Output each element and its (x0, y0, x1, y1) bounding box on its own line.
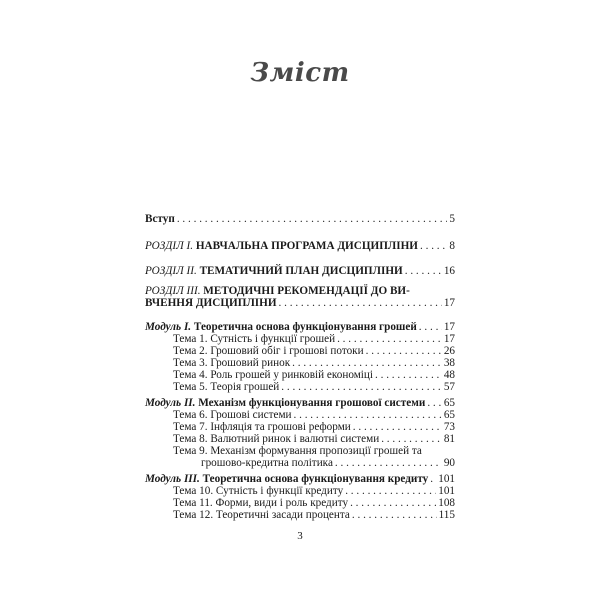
entry-label: Вступ (145, 213, 175, 225)
toc-entry-topic-9-line2 (173, 457, 455, 470)
section-title: НАВЧАЛЬНА ПРОГРАМА ДИСЦИПЛІНИ (195, 240, 419, 252)
toc-entry-section-1 (145, 240, 455, 253)
entry-page: 5 (449, 213, 455, 225)
entry-label: Тема 10. Сутність і функції кредиту (173, 485, 344, 497)
entry-label: Тема 1. Сутність і функції грошей (173, 333, 336, 345)
entry-page: 90 (443, 457, 455, 469)
page-number: 3 (297, 530, 303, 542)
entry-label: Тема 9. Механізм формування пропозиції грошей та (173, 445, 422, 457)
entry-page: 108 (438, 497, 455, 509)
toc-entry-intro (145, 213, 455, 226)
toc-entry-section-3-line2 (145, 297, 455, 310)
toc-entry-topic-12 (173, 509, 455, 522)
section-title: ТЕМАТИЧНИЙ ПЛАН ДИСЦИПЛІНИ (199, 265, 403, 277)
entry-label: Тема 6. Грошові системи (173, 409, 292, 421)
entry-page: 73 (443, 421, 455, 433)
section-prefix: РОЗДІЛ ІІ. (145, 265, 197, 277)
entry-label: Тема 7. Інфляція та грошові реформи (173, 421, 351, 433)
entry-page: 38 (443, 357, 455, 369)
module-title: Теоретична основа функціонування кредиту (202, 473, 429, 485)
module-title: Механізм функціонування грошової системи (198, 397, 426, 409)
entry-label: Тема 4. Роль грошей у ринковій економіці (173, 369, 374, 381)
page-title: Зміст (250, 58, 350, 88)
entry-page: 101 (438, 473, 455, 485)
entry-page: 16 (443, 265, 455, 277)
toc-entry-section-2 (145, 265, 455, 278)
entry-page: 17 (443, 297, 455, 309)
entry-page: 48 (443, 369, 455, 381)
entry-label: Тема 3. Грошовий ринок (173, 357, 291, 369)
leader-dots (279, 297, 442, 310)
section-prefix: РОЗДІЛ І. (145, 240, 194, 252)
entry-page: 17 (443, 321, 455, 333)
leader-dots (405, 265, 442, 278)
leader-dots (420, 240, 447, 253)
entry-page: 101 (438, 485, 455, 497)
entry-page: 65 (443, 409, 455, 421)
section-prefix: РОЗДІЛ ІІІ. (145, 285, 201, 297)
module-prefix: Модуль І. (145, 321, 192, 333)
entry-page: 115 (438, 509, 455, 521)
leader-dots (281, 381, 442, 394)
entry-label: Тема 12. Теоретичні засади процента (173, 509, 350, 521)
entry-label-continued: грошово-кредитна політика (201, 457, 333, 469)
entry-page: 8 (449, 240, 455, 252)
leader-dots (177, 213, 448, 226)
entry-label: Тема 2. Грошовий обіг і грошові потоки (173, 345, 364, 357)
leader-dots (352, 509, 437, 522)
entry-page: 81 (443, 433, 455, 445)
module-title: Теоретична основа функціонування грошей (193, 321, 417, 333)
entry-label: Тема 8. Валютний ринок і валютні системи (173, 433, 380, 445)
section-title-continued: ВЧЕННЯ ДИСЦИПЛІНИ (145, 297, 277, 309)
entry-page: 65 (443, 397, 455, 409)
module-prefix: Модуль ІІІ. (145, 473, 200, 485)
module-prefix: Модуль ІІ. (145, 397, 196, 409)
entry-page: 26 (443, 345, 455, 357)
toc-entry-topic-5 (173, 381, 455, 394)
entry-page: 57 (443, 381, 455, 393)
entry-label: Тема 5. Теорія грошей (173, 381, 280, 393)
section-title: МЕТОДИЧНІ РЕКОМЕНДАЦІЇ ДО ВИ- (203, 285, 410, 297)
leader-dots (335, 457, 442, 470)
entry-page: 17 (443, 333, 455, 345)
entry-label: Тема 11. Форми, види і роль кредиту (173, 497, 349, 509)
